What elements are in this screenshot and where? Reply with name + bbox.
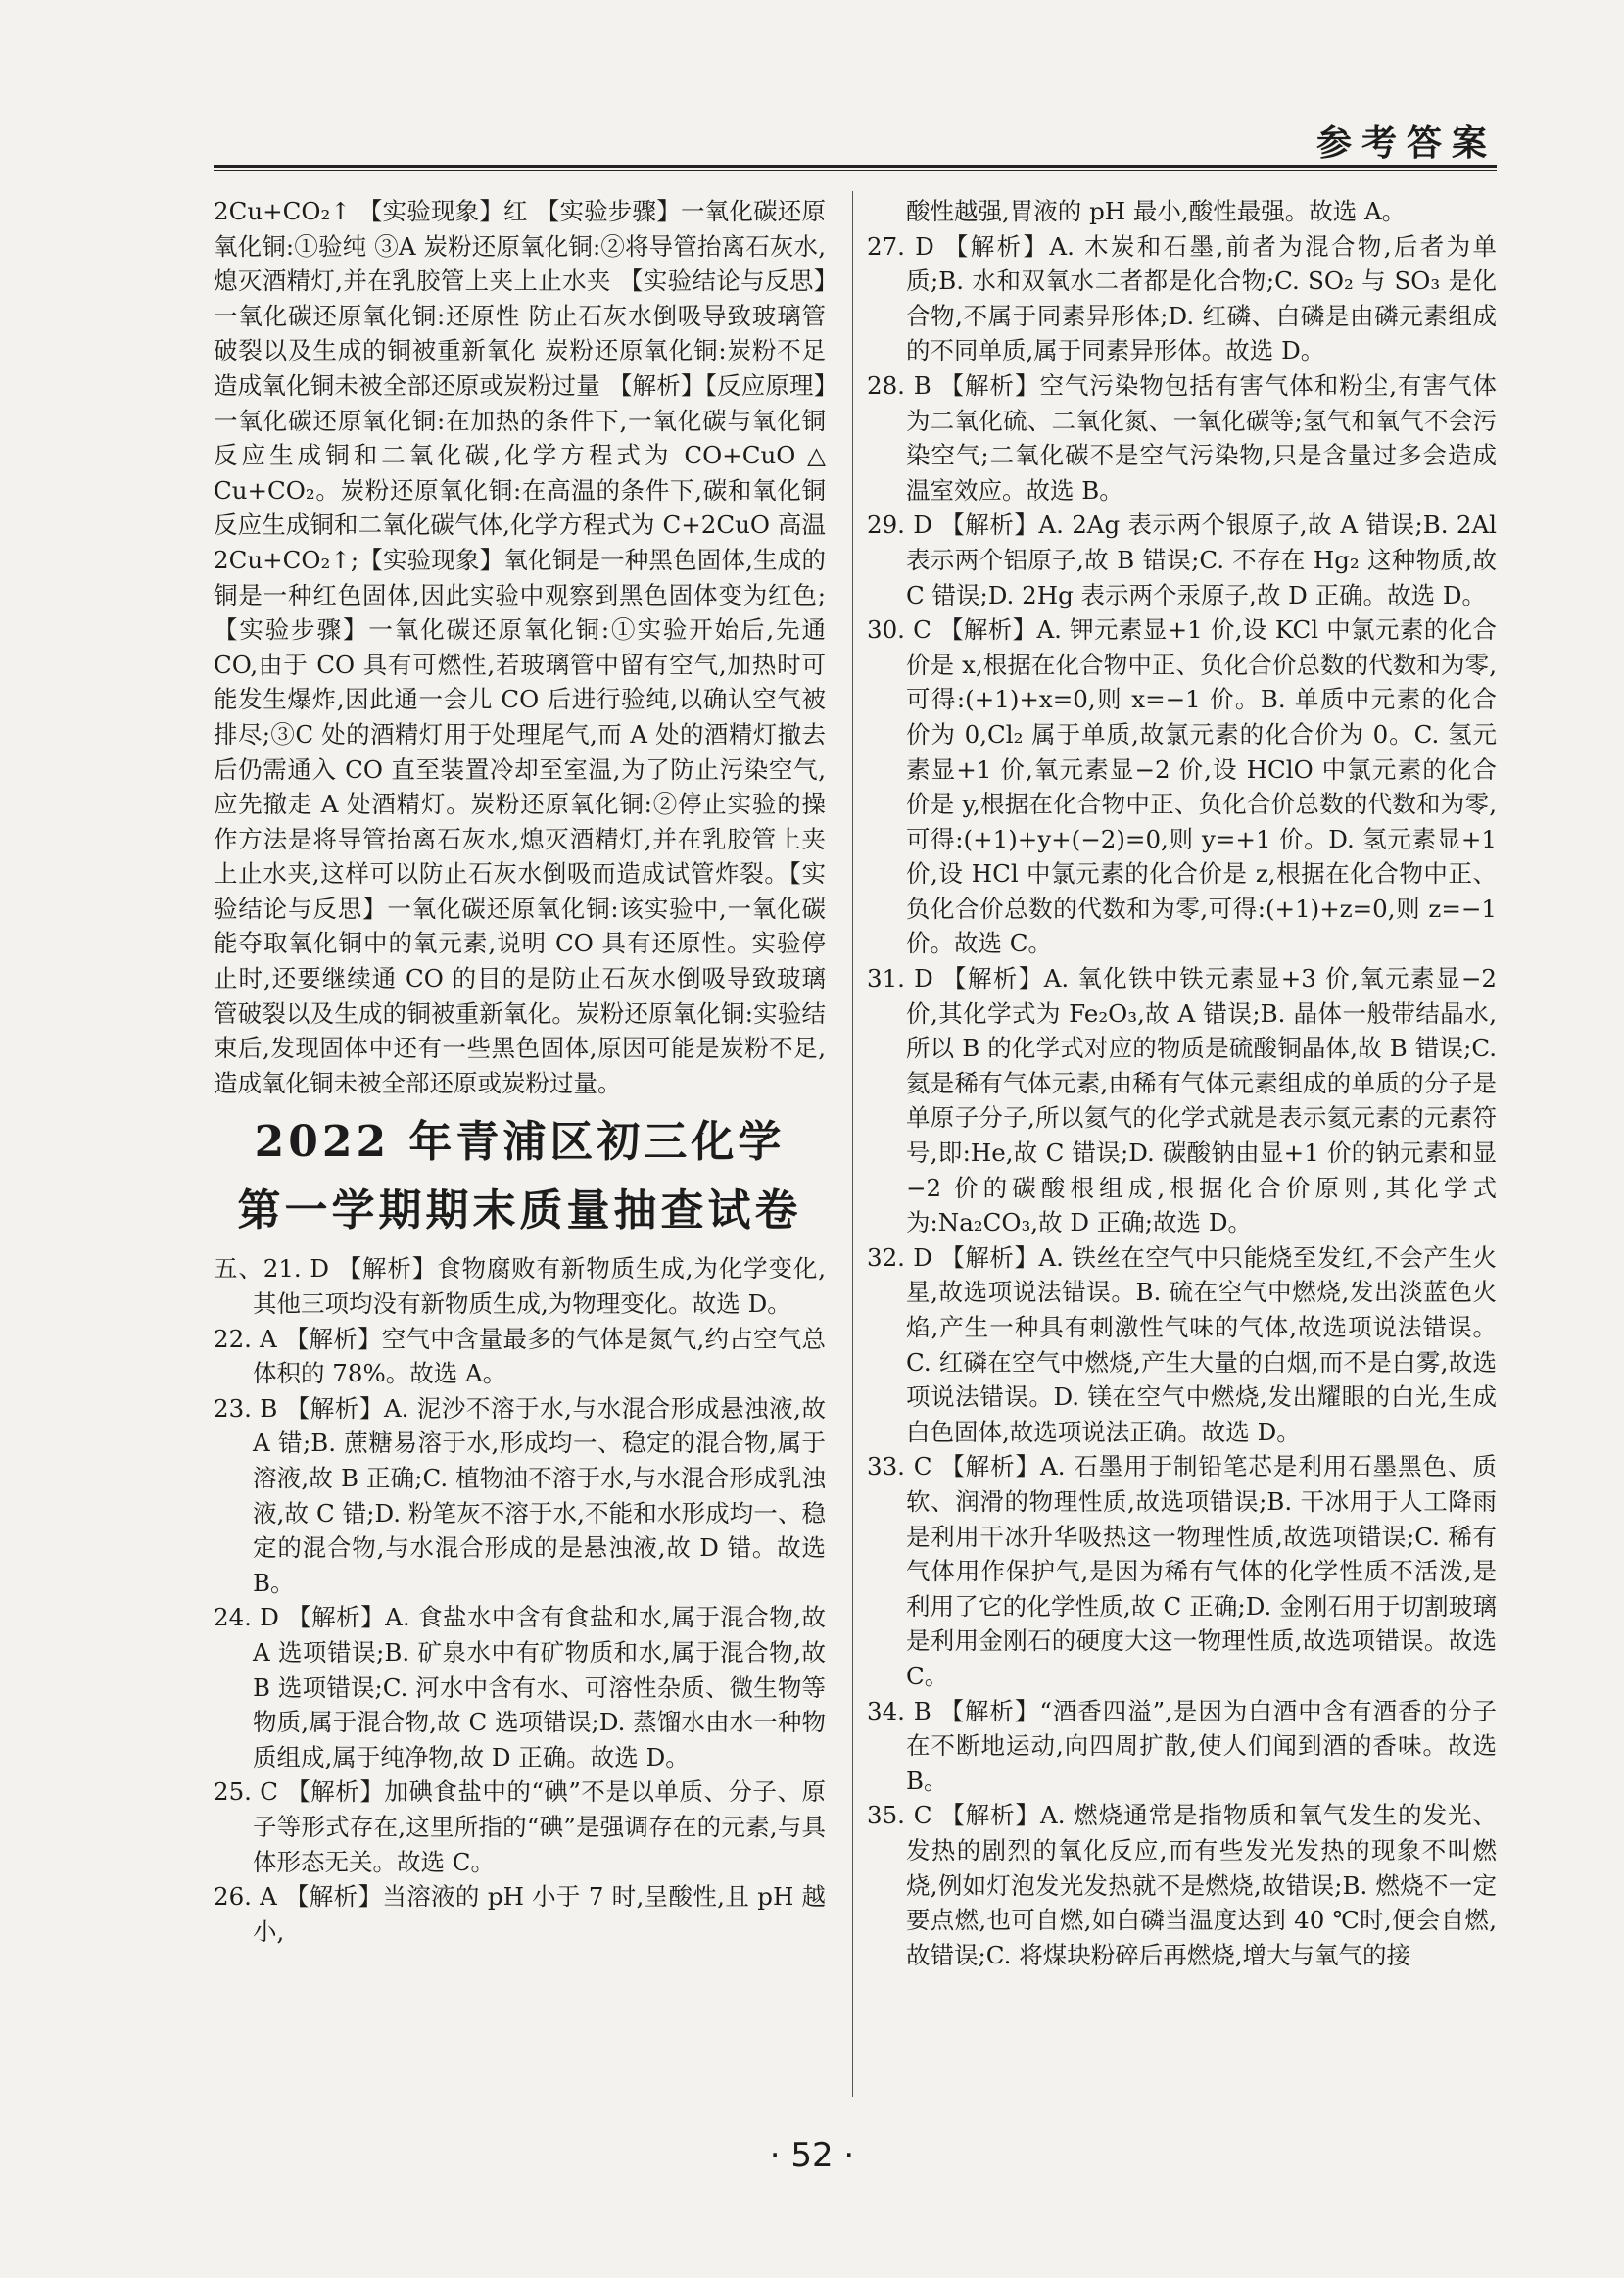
- answer-item: 28. B 【解析】空气污染物包括有害气体和粉尘,有害气体为二氧化硫、二氧化氮、一氧化碳等;氢气和氧气不会污染空气;二氧化碳不是空气污染物,只是含量过多会造成温室效应。故选 B。: [867, 370, 1497, 505]
- answer-item: 30. C 【解析】A. 钾元素显+1 价,设 KCl 中氯元素的化合价是 x,根据在化合物中正、负化合价总数的代数和为零,可得:(+1)+x=0,则 x=−1 价。B. 单质中元素的化合价为 0,Cl₂ 属于单质,故氯元素的化合价为 0。C. 氢元素显+1 价,氧元素显−2 价,设 HClO 中氯元素的化合价是 y,根据在化合物中正、负化合价总数的代数和为零,可得:(+1)+y+(−2)=0,则 y=+1 价。D. 氢元素显+1 价,设 HCl 中氯元素的化合价是 z,根据在化合物中正、负化合价总数的代数和为零,可得:(+1)+z=0,则 z=−1 价。故选 C。: [867, 615, 1497, 958]
- answer-item: 31. D 【解析】A. 氧化铁中铁元素显+3 价,氧元素显−2 价,其化学式为 Fe₂O₃,故 A 错误;B. 晶体一般带结晶水,所以 B 的化学式对应的物质是硫酸铜晶体,故 B 错误;C. 氦是稀有气体元素,由稀有气体元素组成的单质的分子是单原子分子,所以氦气的化学式就是表示氦元素的元素符号,即:He,故 C 错误;D. 碳酸钠由显+1 价的钠元素和显−2 价的碳酸根组成,根据化合价原则,其化学式为:Na₂CO₃,故 D 正确;故选 D。: [867, 964, 1497, 1237]
- answer-item: 29. D 【解析】A. 2Ag 表示两个银原子,故 A 错误;B. 2Al 表示两个铝原子,故 B 错误;C. 不存在 Hg₂ 这种物质,故 C 错误;D. 2Hg 表示两个汞原子,故 D 正确。故选 D。: [867, 510, 1497, 609]
- answer-item: 34. B 【解析】“酒香四溢”,是因为白酒中含有酒香的分子在不断地运动,向四周扩散,使人们闻到酒的香味。故选 B。: [867, 1696, 1497, 1795]
- answer-item: 32. D 【解析】A. 铁丝在空气中只能烧至发红,不会产生火星,故选项说法错误。B. 硫在空气中燃烧,发出淡蓝色火焰,产生一种具有刺激性气味的气体,故选项说法错误。C. 红磷在空气中燃烧,产生大量的白烟,而不是白雾,故选项说法错误。D. 镁在空气中燃烧,发出耀眼的白光,生成白色固体,故选项说法正确。故选 D。: [867, 1242, 1497, 1446]
- answer-item: 35. C 【解析】A. 燃烧通常是指物质和氧气发生的发光、发热的剧烈的氧化反应,而有些发光发热的现象不叫燃烧,例如灯泡发光发热就不是燃烧,故错误;B. 燃烧不一定要点燃,也可自燃,如白磷当温度达到 40 ℃时,便会自燃,故错误;C. 将煤块粉碎后再燃烧,增大与氧气的接: [867, 1801, 1497, 1969]
- header-rule: [214, 165, 1497, 168]
- answer-item: 25. C 【解析】加碘食盐中的“碘”不是以单质、分子、原子等形式存在,这里所指的“碘”是强调存在的元素,与具体形态无关。故选 C。: [214, 1777, 826, 1876]
- answer-item: 24. D 【解析】A. 食盐水中含有食盐和水,属于混合物,故 A 选项错误;B. 矿泉水中有矿物质和水,属于混合物,故 B 选项错误;C. 河水中含有水、可溶性杂质、微生物等物质,属于混合物,故 C 选项错误;D. 蒸馏水由水一种物质组成,属于纯净物,故 D 正确。故选 D。: [214, 1603, 826, 1771]
- column-divider: [852, 191, 853, 2097]
- answer-item: 27. D 【解析】A. 木炭和石墨,前者为混合物,后者为单质;B. 水和双氧水二者都是化合物;C. SO₂ 与 SO₃ 是化合物,不属于同素异形体;D. 红磷、白磷是由磷元素组成的不同单质,属于同素异形体。故选 D。: [867, 231, 1497, 365]
- header-rule-thin: [214, 170, 1497, 171]
- page-header-title: 参考答案: [1315, 123, 1497, 164]
- answer-item: 22. A 【解析】空气中含量最多的气体是氮气,约占空气总体积的 78%。故选 A。: [214, 1324, 826, 1388]
- answer-item: 26. A 【解析】当溶液的 pH 小于 7 时,呈酸性,且 pH 越小,: [214, 1882, 826, 1946]
- answer-item: 酸性越强,胃液的 pH 最小,酸性最强。故选 A。: [906, 197, 1407, 225]
- exam-title-line2: 第一学期期末质量抽查试卷: [237, 1186, 802, 1236]
- answer-item: 33. C 【解析】A. 石墨用于制铅笔芯是利用石墨黑色、质软、润滑的物理性质,故选项错误;B. 干冰用于人工降雨是利用干冰升华吸热这一物理性质,故选项错误;C. 稀有气体用作保护气,是因为稀有气体的化学性质不活泼,是利用了它的化学性质,故 C 正确;D. 金刚石用于切割玻璃是利用金刚石的硬度大这一物理性质,故选项错误。故选 C。: [867, 1452, 1497, 1690]
- exam-title-line1: 2022 年青浦区初三化学: [254, 1117, 786, 1168]
- right-column: [867, 194, 1497, 1972]
- left-column: [214, 194, 826, 1949]
- answer-continuation: 2Cu+CO₂↑ 【实验现象】红 【实验步骤】一氧化碳还原氧化铜:①验纯 ③A 炭粉还原氧化铜:②将导管抬离石灰水,熄灭酒精灯,并在乳胶管上夹上止水夹 【实验结论与反思】一氧化碳还原氧化铜:还原性 防止石灰水倒吸导致玻璃管破裂以及生成的铜被重新氧化 炭粉还原氧化铜:炭粉不足造成氧化铜未被全部还原或炭粉过量 【解析】【反应原理】一氧化碳还原氧化铜:在加热的条件下,一氧化碳与氧化铜反应生成铜和二氧化碳,化学方程式为 CO+CuO △ Cu+CO₂。炭粉还原氧化铜:在高温的条件下,碳和氧化铜反应生成铜和二氧化碳气体,化学方程式为 C+2CuO 高温 2Cu+CO₂↑;【实验现象】氧化铜是一种黑色固体,生成的铜是一种红色固体,因此实验中观察到黑色固体变为红色;【实验步骤】一氧化碳还原氧化铜:①实验开始后,先通 CO,由于 CO 具有可燃性,若玻璃管中留有空气,加热时可能发生爆炸,因此通一会儿 CO 后进行验纯,以确认空气被排尽;③C 处的酒精灯用于处理尾气,而 A 处的酒精灯撤去后仍需通入 CO 直至装置冷却至室温,为了防止污染空气,应先撤走 A 处酒精灯。炭粉还原氧化铜:②停止实验的操作方法是将导管抬离石灰水,熄灭酒精灯,并在乳胶管上夹上止水夹,这样可以防止石灰水倒吸而造成试管炸裂。【实验结论与反思】一氧化碳还原氧化铜:该实验中,一氧化碳能夺取氧化铜中的氧元素,说明 CO 具有还原性。实验停止时,还要继续通 CO 的目的是防止石灰水倒吸导致玻璃管破裂以及生成的铜被重新氧化。炭粉还原氧化铜:实验结束后,发现固体中还有一些黑色固体,原因可能是炭粉不足,造成氧化铜未被全部还原或炭粉过量。: [214, 197, 826, 1097]
- answer-item: 五、21. D 【解析】食物腐败有新物质生成,为化学变化,其他三项均没有新物质生成,为物理变化。故选 D。: [214, 1254, 826, 1319]
- page-number: · 52 ·: [769, 2136, 855, 2175]
- answer-item: 23. B 【解析】A. 泥沙不溶于水,与水混合形成悬浊液,故 A 错;B. 蔗糖易溶于水,形成均一、稳定的混合物,属于溶液,故 B 正确;C. 植物油不溶于水,与水混合形成乳浊液,故 C 错;D. 粉笔灰不溶于水,不能和水形成均一、稳定的混合物,与水混合形成的是悬浊液,故 D 错。故选 B。: [214, 1393, 826, 1597]
